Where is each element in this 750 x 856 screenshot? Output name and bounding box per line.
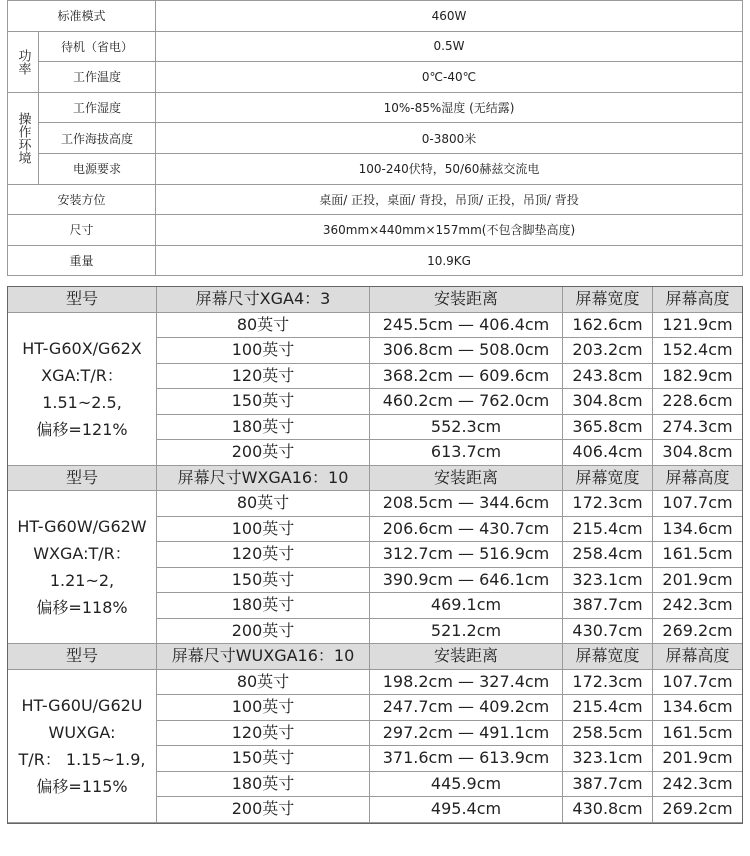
spec-row xyxy=(8,31,743,62)
spec-label: 工作湿度 xyxy=(39,92,156,123)
height-cell: 107.7cm xyxy=(653,669,743,695)
height-cell: 201.9cm xyxy=(653,567,743,593)
spec-row xyxy=(8,153,743,184)
spec-label: 标准模式 xyxy=(8,1,156,32)
section-header-row xyxy=(8,465,743,491)
height-cell: 134.6cm xyxy=(653,695,743,721)
table-row xyxy=(8,669,743,695)
width-cell: 387.7cm xyxy=(563,771,653,797)
distance-cell: 552.3cm xyxy=(370,414,563,440)
distance-cell: 198.2cm — 327.4cm xyxy=(370,669,563,695)
model-cell xyxy=(8,312,157,465)
width-cell: 243.8cm xyxy=(563,363,653,389)
width-cell: 162.6cm xyxy=(563,312,653,338)
header-width: 屏幕宽度 xyxy=(563,465,653,491)
screen-size-cell: 200英寸 xyxy=(157,797,370,823)
spec-label: 尺寸 xyxy=(8,215,156,246)
screen-size-cell: 120英寸 xyxy=(157,720,370,746)
spec-row xyxy=(8,123,743,154)
width-cell: 304.8cm xyxy=(563,389,653,415)
spec-label: 电源要求 xyxy=(39,153,156,184)
spec-value: 460W xyxy=(156,1,743,32)
section-header-row xyxy=(8,287,743,313)
distance-cell: 247.7cm — 409.2cm xyxy=(370,695,563,721)
distance-cell: 245.5cm — 406.4cm xyxy=(370,312,563,338)
width-cell: 406.4cm xyxy=(563,440,653,466)
spec-value: 10%-85%湿度 (无结露) xyxy=(156,92,743,123)
model-line: 偏移=118% xyxy=(36,598,128,617)
height-cell: 304.8cm xyxy=(653,440,743,466)
spec-row xyxy=(8,184,743,215)
spec-label: 安装方位 xyxy=(8,184,156,215)
height-cell: 121.9cm xyxy=(653,312,743,338)
spec-row xyxy=(8,92,743,123)
header-width: 屏幕宽度 xyxy=(563,287,653,313)
model-line: WXGA:T/R： xyxy=(33,544,131,563)
height-cell: 201.9cm xyxy=(653,746,743,772)
table-row xyxy=(8,491,743,517)
header-height: 屏幕高度 xyxy=(653,287,743,313)
model-line: HT-G60W/G62W xyxy=(17,517,147,536)
screen-size-cell: 80英寸 xyxy=(157,312,370,338)
section-header-row xyxy=(8,644,743,670)
height-cell: 134.6cm xyxy=(653,516,743,542)
model-line: 1.51~2.5, xyxy=(42,392,122,412)
spec-value: 100-240伏特，50/60赫兹交流电 xyxy=(156,153,743,184)
screen-size-cell: 150英寸 xyxy=(157,567,370,593)
spec-label: 工作海拔高度 xyxy=(39,123,156,154)
height-cell: 182.9cm xyxy=(653,363,743,389)
distance-cell: 312.7cm — 516.9cm xyxy=(370,542,563,568)
distance-cell: 368.2cm — 609.6cm xyxy=(370,363,563,389)
screen-size-cell: 200英寸 xyxy=(157,440,370,466)
model-line: T/R： 1.15~1.9, xyxy=(18,749,146,769)
screen-size-cell: 150英寸 xyxy=(157,746,370,772)
screen-size-cell: 120英寸 xyxy=(157,542,370,568)
spec-row xyxy=(8,245,743,276)
header-distance: 安装距离 xyxy=(370,287,563,313)
distance-cell: 469.1cm xyxy=(370,593,563,619)
model-line: HT-G60X/G62X xyxy=(22,338,142,358)
screen-size-cell: 100英寸 xyxy=(157,516,370,542)
spec-table xyxy=(7,0,743,276)
header-model: 型号 xyxy=(8,644,157,670)
distance-cell: 306.8cm — 508.0cm xyxy=(370,338,563,364)
screen-size-cell: 180英寸 xyxy=(157,593,370,619)
header-distance: 安装距离 xyxy=(370,465,563,491)
height-cell: 274.3cm xyxy=(653,414,743,440)
distance-cell: 445.9cm xyxy=(370,771,563,797)
spec-value: 桌面/ 正投，桌面/ 背投，吊顶/ 正投，吊顶/ 背投 xyxy=(156,184,743,215)
spec-value: 0.5W xyxy=(156,31,743,62)
distance-cell: 460.2cm — 762.0cm xyxy=(370,389,563,415)
screen-size-cell: 150英寸 xyxy=(157,389,370,415)
model-line: 1.21~2, xyxy=(49,571,115,590)
distance-cell: 297.2cm — 491.1cm xyxy=(370,720,563,746)
screen-size-cell: 100英寸 xyxy=(157,695,370,721)
distance-cell: 208.5cm — 344.6cm xyxy=(370,491,563,517)
spec-value: 0-3800米 xyxy=(156,123,743,154)
width-cell: 172.3cm xyxy=(563,669,653,695)
spec-label: 工作温度 xyxy=(39,62,156,93)
model-line: 偏移=121% xyxy=(36,419,128,439)
screen-size-cell: 180英寸 xyxy=(157,414,370,440)
screen-size-cell: 120英寸 xyxy=(157,363,370,389)
model-line: HT-G60U/G62U xyxy=(21,695,143,715)
width-cell: 258.5cm xyxy=(563,720,653,746)
width-cell: 365.8cm xyxy=(563,414,653,440)
header-screen-size: 屏幕尺寸WUXGA16：10 xyxy=(157,644,370,670)
table-row xyxy=(8,312,743,338)
header-screen-size: 屏幕尺寸WXGA16：10 xyxy=(157,465,370,491)
spec-label: 重量 xyxy=(8,245,156,276)
height-cell: 161.5cm xyxy=(653,720,743,746)
width-cell: 387.7cm xyxy=(563,593,653,619)
distance-cell: 495.4cm xyxy=(370,797,563,823)
model-line: WUXGA: xyxy=(48,722,116,742)
header-distance: 安装距离 xyxy=(370,644,563,670)
model-line: XGA:T/R： xyxy=(41,365,123,385)
header-model: 型号 xyxy=(8,287,157,313)
height-cell: 242.3cm xyxy=(653,771,743,797)
distance-cell: 521.2cm xyxy=(370,618,563,644)
model-cell xyxy=(8,669,157,822)
width-cell: 215.4cm xyxy=(563,516,653,542)
spec-row xyxy=(8,1,743,32)
distance-cell: 371.6cm — 613.9cm xyxy=(370,746,563,772)
screen-size-cell: 180英寸 xyxy=(157,771,370,797)
width-cell: 203.2cm xyxy=(563,338,653,364)
throw-distance-table xyxy=(7,286,743,823)
width-cell: 172.3cm xyxy=(563,491,653,517)
header-height: 屏幕高度 xyxy=(653,644,743,670)
screen-size-cell: 200英寸 xyxy=(157,618,370,644)
spec-value: 10.9KG xyxy=(156,245,743,276)
screen-size-cell: 100英寸 xyxy=(157,338,370,364)
header-height: 屏幕高度 xyxy=(653,465,743,491)
width-cell: 323.1cm xyxy=(563,746,653,772)
spec-row xyxy=(8,62,743,93)
height-cell: 161.5cm xyxy=(653,542,743,568)
height-cell: 107.7cm xyxy=(653,491,743,517)
width-cell: 430.8cm xyxy=(563,797,653,823)
height-cell: 269.2cm xyxy=(653,618,743,644)
width-cell: 430.7cm xyxy=(563,618,653,644)
height-cell: 228.6cm xyxy=(653,389,743,415)
model-line: 偏移=115% xyxy=(36,776,128,796)
width-cell: 323.1cm xyxy=(563,567,653,593)
spec-label: 待机（省电） xyxy=(39,31,156,62)
header-model: 型号 xyxy=(8,465,157,491)
group-label-environment: 操作环境 xyxy=(8,92,39,184)
height-cell: 269.2cm xyxy=(653,797,743,823)
height-cell: 152.4cm xyxy=(653,338,743,364)
width-cell: 215.4cm xyxy=(563,695,653,721)
distance-cell: 390.9cm — 646.1cm xyxy=(370,567,563,593)
group-label-power: 功率 xyxy=(8,31,39,92)
header-width: 屏幕宽度 xyxy=(563,644,653,670)
header-screen-size: 屏幕尺寸XGA4：3 xyxy=(157,287,370,313)
spec-value: 0℃-40℃ xyxy=(156,62,743,93)
screen-size-cell: 80英寸 xyxy=(157,669,370,695)
height-cell: 242.3cm xyxy=(653,593,743,619)
screen-size-cell: 80英寸 xyxy=(157,491,370,517)
width-cell: 258.4cm xyxy=(563,542,653,568)
spec-row xyxy=(8,215,743,246)
distance-cell: 206.6cm — 430.7cm xyxy=(370,516,563,542)
model-cell xyxy=(8,491,157,644)
distance-cell: 613.7cm xyxy=(370,440,563,466)
spec-value: 360mm×440mm×157mm(不包含脚垫高度) xyxy=(156,215,743,246)
